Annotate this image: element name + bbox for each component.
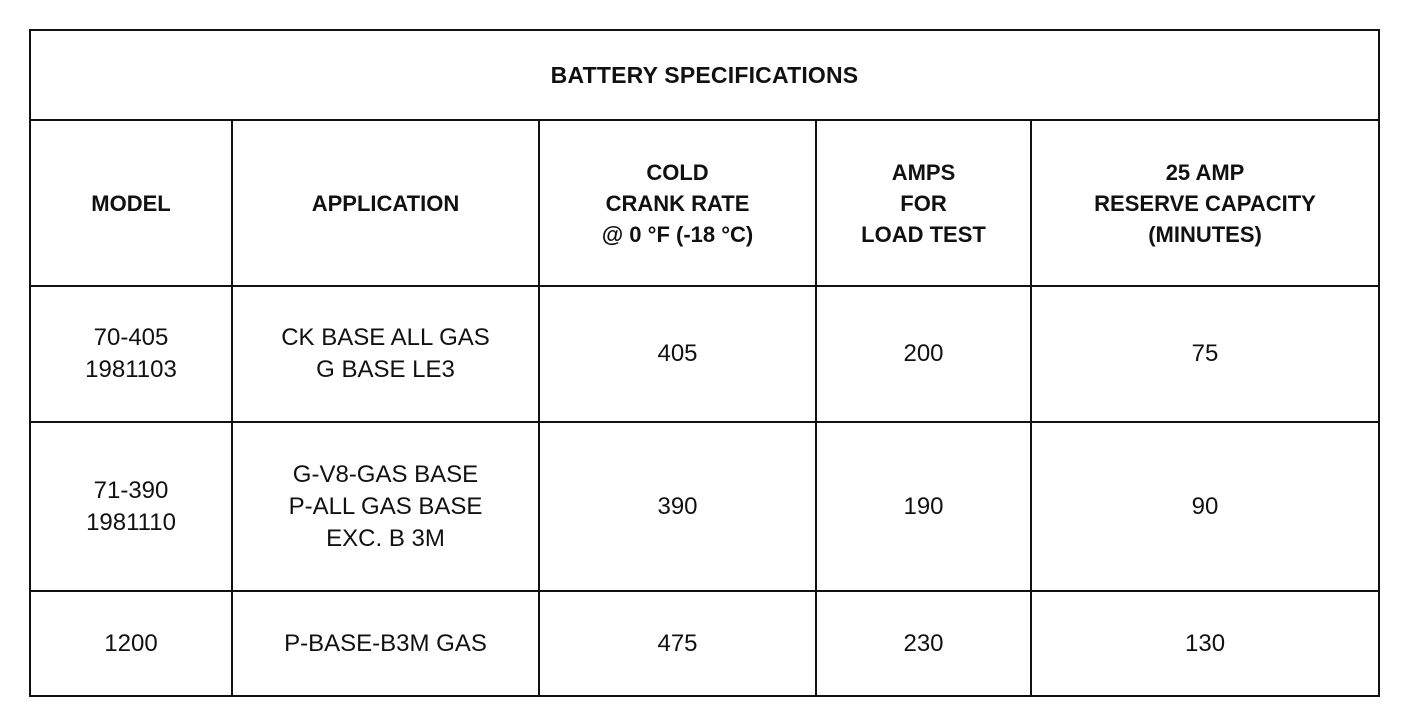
header-amps-line-3: LOAD TEST [861,221,986,247]
header-cold-crank-line-3: @ 0 °F (-18 °C) [601,221,754,247]
application-line: P-ALL GAS BASE [288,492,483,520]
cell-model [30,422,232,591]
cell-application [232,591,539,696]
header-amps-line-1: AMPS [891,159,956,185]
cell-model [30,591,232,696]
title-row [30,30,1379,120]
cell-cold-crank-rate: 475 [539,591,816,696]
model-line: 1981103 [85,356,177,383]
header-application [232,120,539,286]
application-line: P-BASE-B3M GAS [284,629,487,657]
header-model-line: MODEL [91,190,171,216]
header-cold-crank-line-2: CRANK RATE [605,190,750,216]
table-row [30,422,1379,591]
battery-specifications-table [29,29,1380,697]
table-title: BATTERY SPECIFICATIONS [30,30,1379,120]
header-amps-line-2: FOR [900,190,947,216]
model-line: 70-405 [93,324,169,351]
model-line: 71-390 [93,476,169,504]
table-row [30,286,1379,422]
header-reserve-line-2: RESERVE CAPACITY [1094,190,1316,216]
application-line: G BASE LE3 [316,356,455,383]
header-application-line: APPLICATION [311,190,460,216]
cell-reserve-capacity: 130 [1031,591,1379,696]
application-line: CK BASE ALL GAS [281,324,490,351]
cell-application [232,286,539,422]
application-line: G-V8-GAS BASE [292,460,479,488]
table-row [30,591,1379,696]
cell-amps-load-test: 190 [816,422,1031,591]
application-line: EXC. B 3M [326,524,445,552]
cell-cold-crank-rate: 405 [539,286,816,422]
model-line: 1981110 [86,508,176,536]
header-model [30,120,232,286]
cell-amps-load-test: 200 [816,286,1031,422]
model-line: 1200 [104,629,158,657]
header-amps-load-test [816,120,1031,286]
header-reserve-line-3: (MINUTES) [1148,221,1262,247]
cell-cold-crank-rate: 390 [539,422,816,591]
header-reserve-capacity [1031,120,1379,286]
cell-application [232,422,539,591]
cell-reserve-capacity: 75 [1031,286,1379,422]
cell-model [30,286,232,422]
header-row [30,120,1379,286]
header-cold-crank-rate [539,120,816,286]
cell-amps-load-test: 230 [816,591,1031,696]
header-reserve-line-1: 25 AMP [1165,159,1245,185]
header-cold-crank-line-1: COLD [646,159,709,185]
cell-reserve-capacity: 90 [1031,422,1379,591]
